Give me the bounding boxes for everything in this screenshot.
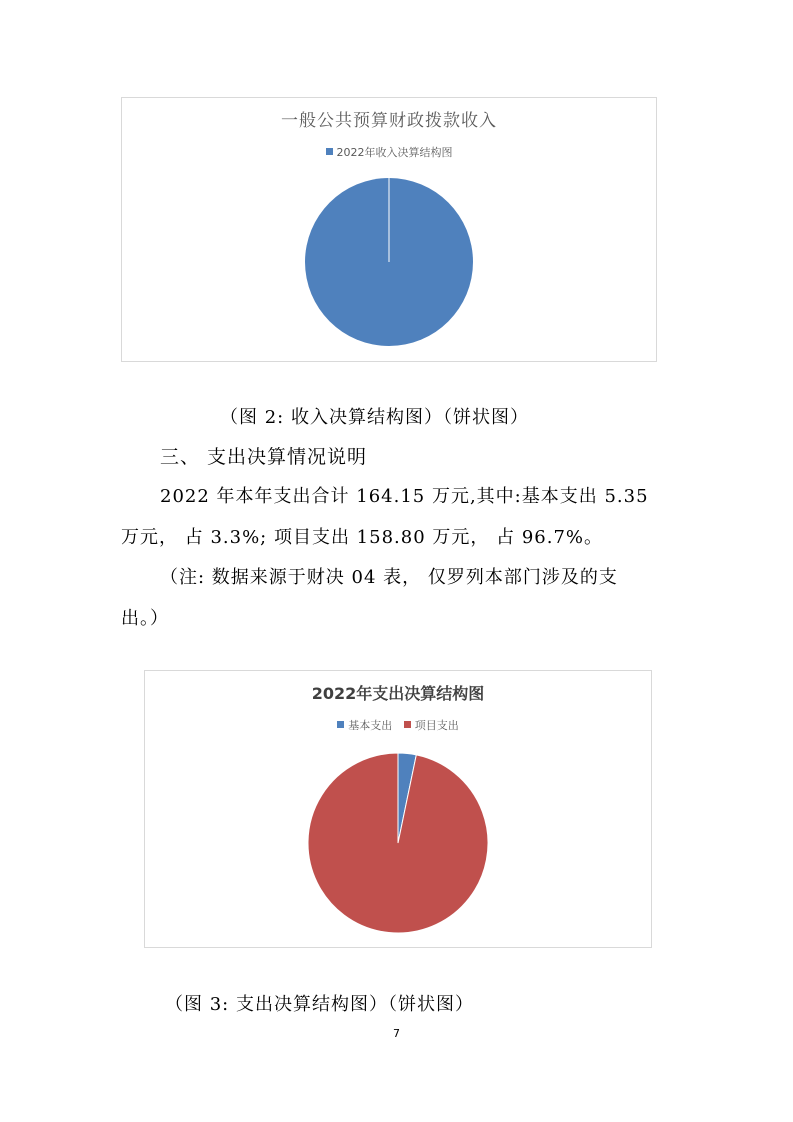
paragraph-line: 出。） [121, 608, 169, 629]
page-number: 7 [393, 1027, 400, 1040]
figure-caption: （图 3: 支出决算结构图）（饼状图） [165, 994, 474, 1015]
paragraph-line: 万元， 占 3.3%; 项目支出 158.80 万元， 占 96.7%。 [121, 527, 604, 548]
pie-plot [122, 98, 656, 361]
legend-label: 2022年收入决算结构图 [336, 146, 453, 159]
paragraph-line: 2022 年本年支出合计 164.15 万元,其中:基本支出 5.35 [160, 486, 649, 507]
legend-label: 项目支出 [414, 719, 459, 732]
figure-caption: （图 2: 收入决算结构图）（饼状图） [220, 407, 529, 428]
chart-title: 2022年支出决算结构图 [311, 684, 485, 703]
pie-slice [308, 753, 488, 933]
expense-pie-chart [144, 670, 652, 948]
section-heading: 三、 支出决算情况说明 [160, 446, 368, 468]
income-pie-chart [121, 97, 657, 362]
pie-plot [145, 671, 651, 947]
paragraph-line: （注: 数据来源于财决 04 表， 仅罗列本部门涉及的支 [160, 567, 618, 588]
legend-label: 基本支出 [348, 719, 393, 732]
chart-title: 一般公共预算财政拨款收入 [281, 111, 497, 131]
